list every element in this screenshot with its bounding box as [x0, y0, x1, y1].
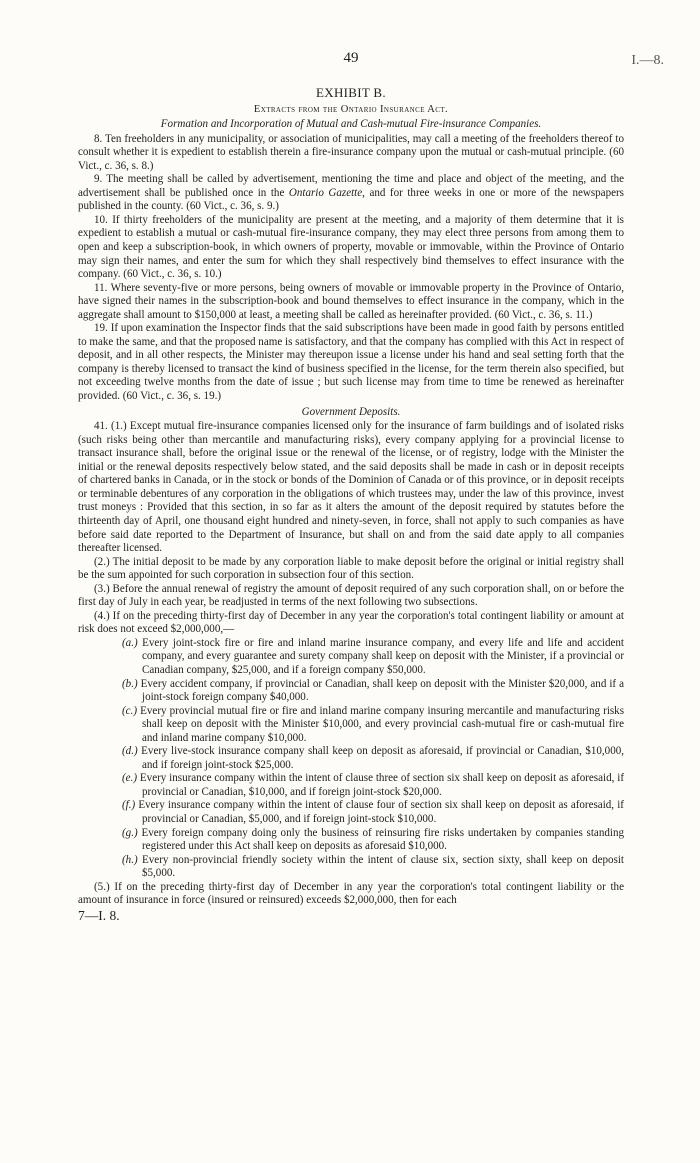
clause-text: Every foreign company doing only the business of reinsuring fire risks undertaken by companies standing registered under this Act shall keep on deposits as aforesaid $10,000.	[141, 826, 624, 853]
clause-text: Every insurance company within the intent of clause three of section six shall keep on deposit as aforesaid, if provincial or Canadian, $10,000, and if foreign joint-stock $20,000.	[139, 772, 624, 798]
section-11: 11. Where seventy-five or more persons, being owners of movable or immovable property in the Province of Ontario, have signed their names in the subscription-book and bound themselves to effect insurance in the company, which in the aggregate shall amount to $150,000 at least, a meeting shall be called as hereinafter provided. (60 Vict., c. 36, s. 11.)	[78, 281, 624, 321]
section-41-2: (2.) The initial deposit to be made by any corporation liable to make deposit before the original or initial registry shall be the sum appointed for such corporation in subsection four of this section.	[78, 555, 624, 582]
footer-signature: 7—I. 8.	[78, 907, 120, 923]
clause-text: Every joint-stock fire or fire and inland marine insurance company, and every life and life and accident company, and every guarantee and surety company shall keep on deposit with the Minister, if a provincial or Canadian company, $25,000, and if a foreign company $50,000.	[142, 636, 624, 676]
clause-text: Every accident company, if provincial or Canadian, shall keep on deposit with the Minister $20,000, and if a joint-stock foreign company $40,000.	[140, 677, 624, 704]
clause-label: (b.)	[122, 677, 138, 690]
exhibit-title: EXHIBIT B.	[316, 85, 386, 100]
clause-g	[122, 826, 624, 854]
document-page	[78, 50, 664, 923]
clause-label: (e.)	[122, 772, 138, 785]
clause-a	[122, 636, 624, 678]
document-subtitle: Extracts from the Ontario Insurance Act.	[253, 103, 449, 115]
clause-label: (h.)	[122, 853, 138, 866]
section-41-1: 41. (1.) Except mutual fire-insurance companies licensed only for the insurance of farm buildings and of isolated risks (such risks being other than mercantile and manufacturing risks), every company applying for a provincial license to transact insurance shall, before the original issue or the renewal of the license, or of registry, lodge with the Minister the initial or the renewal deposits respectively below stated, and the said deposits shall be made in cash or in deposit receipts of chartered banks in Canada, or in the stock or bonds of the Dominion of Canada or of this province, or in deposit receipts or terminable debentures of any corporation in the obligations of which trustees may, under the law of this province, invest trust moneys : Provided that this section, in so far as it alters the amount of the deposit required by statutes before the thirteenth day of April, one thousand eight hundred and ninety-seven, in force, shall not apply to such companies as have before said date reported to the Department of Insurance, but shall on and from the said date apply to all companies thereafter licensed.	[78, 420, 624, 555]
deposit-sections	[78, 420, 624, 637]
page-header	[78, 50, 664, 74]
clause-text: Every non-provincial friendly society within the intent of clause six, section sixty, shall keep on deposit $5,000.	[142, 853, 625, 880]
heading-formation: Formation and Incorporation of Mutual and Cash-mutual Fire-insurance Companies.	[160, 118, 542, 131]
section-41-4: (4.) If on the preceding thirty-first day of December in any year the corporation's total contingent liability or amount at risk does not exceed $2,000,000,—	[78, 609, 624, 636]
clause-b	[122, 677, 624, 705]
clause-label: (c.)	[122, 704, 138, 717]
clause-label: (g.)	[122, 826, 138, 839]
clause-e	[122, 772, 624, 799]
clause-list	[78, 637, 624, 881]
clause-text: Every live-stock insurance company shall keep on deposit as aforesaid, if provincial or Canadian, $10,000, and if foreign joint-stock $25,000.	[141, 745, 625, 771]
heading-deposits: Government Deposits.	[301, 405, 401, 418]
clause-f	[122, 799, 624, 826]
clause-text: Every provincial mutual fire or fire and inland marine company insuring mercantile and manufacturing risks shall keep on deposit with the Minister $10,000, and every provincial cash-mutual fire or cash-mutual fire and inland marine company $10,000.	[140, 704, 625, 744]
clause-h	[122, 853, 625, 881]
clause-label: (d.)	[122, 745, 138, 758]
clause-c	[122, 704, 625, 746]
clause-label: (f.)	[122, 799, 136, 812]
page-number: 49	[343, 50, 359, 66]
section-41-3: (3.) Before the annual renewal of registry the amount of deposit required of any such corporation shall, on or before the first day of July in each year, be readjusted in terms of the next following two subsections.	[78, 582, 624, 609]
section-41-5: (5.) If on the preceding thirty-first day of December in any year the corporation's total contingent liability or the amount of insurance in force (insured or reinsured) exceeds $2,000,000, then for each	[78, 880, 624, 907]
section-10: 10. If thirty freeholders of the municipality are present at the meeting, and a majority of them determine that it is expedient to establish a mutual or cash-mutual fire-insurance company, they may elect three persons from among them to open and keep a subscription-book, in which owners of property, movable or immovable, within the Province of Ontario may sign their names, and enter the sum for which they shall respectively bind themselves to effect insurance with the company. (60 Vict., c. 36, s. 10.)	[78, 213, 624, 281]
page-reference: I.—8.	[631, 53, 664, 68]
clause-label: (a.)	[122, 636, 138, 649]
clause-text: Every insurance company within the intent of clause four of section six shall keep on deposit as aforesaid, if provincial or Canadian, $5,000, and if foreign joint-stock $10,000.	[138, 799, 624, 825]
clause-d	[122, 745, 625, 772]
section-8: 8. Ten freeholders in any municipality, or association of municipalities, may call a meeting of the freeholders thereof to consult whether it is expedient to establish therein a fire-insurance company upon the mutual or cash-mutual principle. (60 Vict., c. 36, s. 8.)	[78, 132, 624, 172]
section-19: 19. If upon examination the Inspector finds that the said subscriptions have been made in good faith by persons entitled to make the same, and that the proposed name is satisfactory, and that the company has complied with this Act in respect of deposit, and in all other respects, the Minister may thereupon issue a license under his hand and seal setting forth that the company is thereby licensed to transact the kind of business specified in the license, for the term therein also specified, but not exceeding twelve months from the date of issue ; but such license may from time to time be renewed as hereinafter provided. (60 Vict., c. 36, s. 19.)	[78, 322, 624, 403]
formation-sections	[78, 133, 624, 404]
section-9: 9. The meeting shall be called by advertisement, mentioning the time and place and object of the meeting, and the advertisement shall be published once in the Ontario Gazette, and for three weeks in one or more of the newspapers published in the county. (60 Vict., c. 36, s. 9.)	[78, 173, 624, 213]
